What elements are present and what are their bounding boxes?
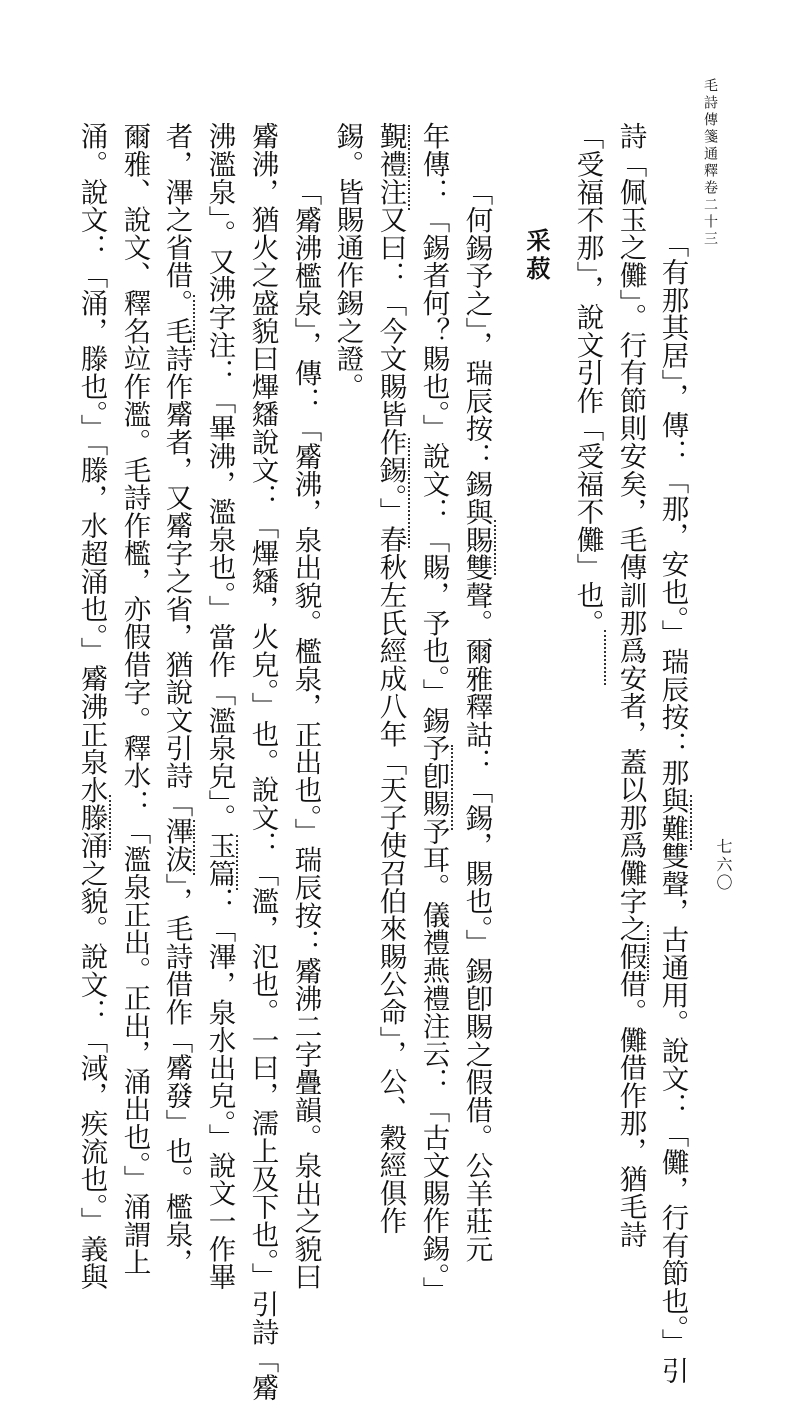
title-mark (408, 438, 416, 548)
text-column-8: 「觱沸檻泉」，傳：「觱沸，泉出貌。檻泉，正出也。」瑞辰按：觱沸二字疊韻。泉出之貌曰 (289, 178, 322, 1291)
text-column-12: 爾雅、說文、釋名竝作濫。毛詩作檻，亦假借字。釋水：「濫泉正出。正出，涌出也。」涌謂上 (118, 122, 151, 1276)
text-column-4: 「何錫予之」，瑞辰按：錫與賜雙聲。爾雅釋詁：「錫，賜也。」錫卽賜之假借。公羊莊元 (460, 178, 493, 1263)
title-mark (236, 835, 244, 890)
text-column-5: 年傳：「錫者何？賜也。」說文：「賜，予也。」錫予卽賜予耳。儀禮燕禮注云：「古文賜作錫。」 (417, 122, 450, 1304)
text-column-7: 錫。皆賜通作錫之證。 (331, 122, 364, 400)
text-column-10: 沸濫泉」。又沸字注：「畢沸，濫泉也。」當作「濫泉皃」。玉篇：「滭，泉水出皃。」說文一作畢 (203, 122, 236, 1291)
title-mark (690, 795, 698, 850)
text-column-11: 者，滭之省借。毛詩作觱者，又觱字之省，猶說文引詩「滭沷」，毛詩借作「觱發」也。檻泉， (160, 122, 193, 1276)
title-mark (451, 745, 459, 830)
text-column-9: 觱沸，猶火之盛貌曰熚㸋說文：「熚㸋，火皃。」也。說文：「濫，氾也。一曰，濡上及下也。」引詩「觱 (246, 122, 279, 1401)
text-column-2: 詩「佩玉之儺」。行有節則安矣，毛傳訓那爲安者，蓋以那爲儺字之假借。儺借作那，猶毛詩 (614, 122, 647, 1249)
title-mark (193, 295, 201, 350)
title-mark (647, 925, 655, 980)
text-column-13: 涌。說文：「涌，滕也。」「滕，水超涌也。」觱沸正泉水滕涌之貌。說文：「淢，疾流也。」義與 (75, 122, 108, 1291)
title-mark (494, 520, 502, 575)
text-column-6: 覲禮注又曰：「今文賜皆作錫。」春秋左氏經成八年「天子使召伯來賜公命」，公、穀經俱作 (374, 122, 407, 1235)
title-mark (109, 795, 117, 850)
text-column-3: 「受福不那」，說文引作「受福不儺」也。 (571, 122, 604, 637)
text-column-1: 「有那其居」，傳：「那，安也。」瑞辰按：那與難雙聲，古通用。說文：「儺，行有節也。」引 (656, 230, 689, 1385)
title-mark (193, 820, 201, 875)
title-mark (408, 125, 416, 210)
running-title: 毛詩傳箋通釋卷二十三 (702, 78, 718, 248)
title-mark (604, 630, 612, 685)
section-title: 采菽 (522, 228, 551, 284)
page-number: 七六〇 (714, 838, 733, 892)
